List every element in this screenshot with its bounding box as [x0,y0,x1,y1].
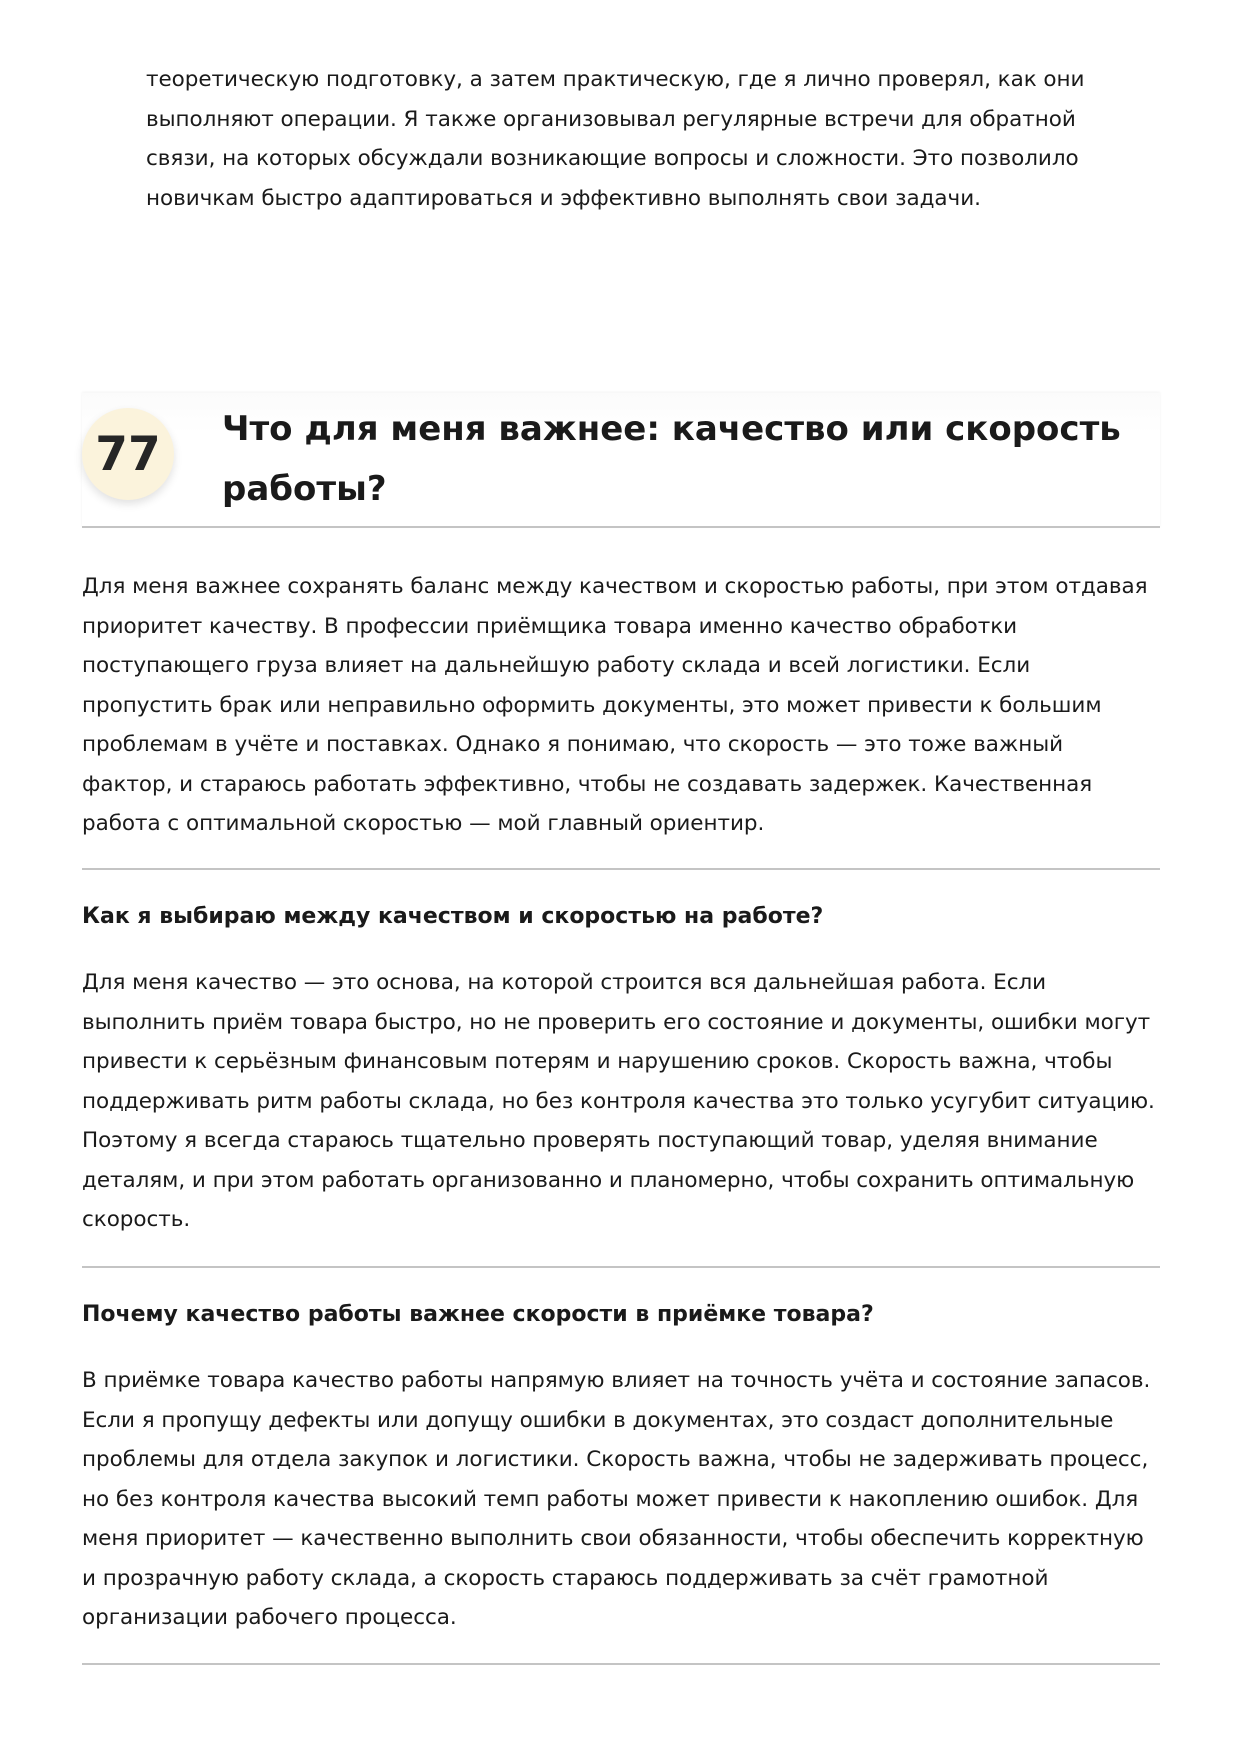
question-title: Что для меня важнее: качество или скорость работы? [222,409,1121,509]
intro-paragraph: теоретическую подготовку, а затем практическую, где я лично проверял, как они выполняют операции. Я также организовывал регулярные встречи для обратной связи, на которых обсуждали возникающие вопросы и сложности. Это позволило новичкам быстро адаптироваться и эффективно выполнять свои задачи. [146,67,1085,211]
question-header [82,393,1160,528]
followup-heading-2: Почему качество работы важнее скорости в приёмке товара? [82,1302,874,1327]
followup-answer-1: Для меня качество — это основа, на которой строится вся дальнейшая работа. Если выполнить приём товара быстро, но не проверить его состояние и документы, ошибки могут привести к серьёзным финансовым потерям и нарушению сроков. Скорость важна, чтобы поддерживать ритм работы склада, но без контроля качества это только усугубит ситуацию. Поэтому я всегда стараюсь тщательно проверять поступающий товар, уделяя внимание деталям, и при этом работать организованно и планомерно, чтобы сохранить оптимальную скорость. [82,970,1155,1232]
section-divider [82,868,1160,870]
followup-heading-1: Как я выбираю между качеством и скоростью на работе? [82,904,824,929]
question-answer: Для меня важнее сохранять баланс между качеством и скоростью работы, при этом отдавая приоритет качеству. В профессии приёмщика товара именно качество обработки поступающего груза влияет на дальнейшую работу склада и всей логистики. Если пропустить брак или неправильно оформить документы, это может привести к большим проблемам в учёте и поставках. Однако я понимаю, что скорость — это тоже важный фактор, и стараюсь работать эффективно, чтобы не создавать задержек. Качественная работа с оптимальной скоростью — мой главный ориентир. [82,574,1148,836]
section-divider [82,1266,1160,1268]
question-number-badge: 77 [82,408,174,500]
section-divider [82,1663,1160,1665]
followup-answer-2: В приёмке товара качество работы напрямую влияет на точность учёта и состояние запасов. Если я пропущу дефекты или допущу ошибки в документах, это создаст дополнительные проблемы для отдела закупок и логистики. Скорость важна, чтобы не задерживать процесс, но без контроля качества высокий темп работы может привести к накоплению ошибок. Для меня приоритет — качественно выполнить свои обязанности, чтобы обеспечить корректную и прозрачную работу склада, а скорость стараюсь поддерживать за счёт грамотной организации рабочего процесса. [82,1368,1151,1630]
